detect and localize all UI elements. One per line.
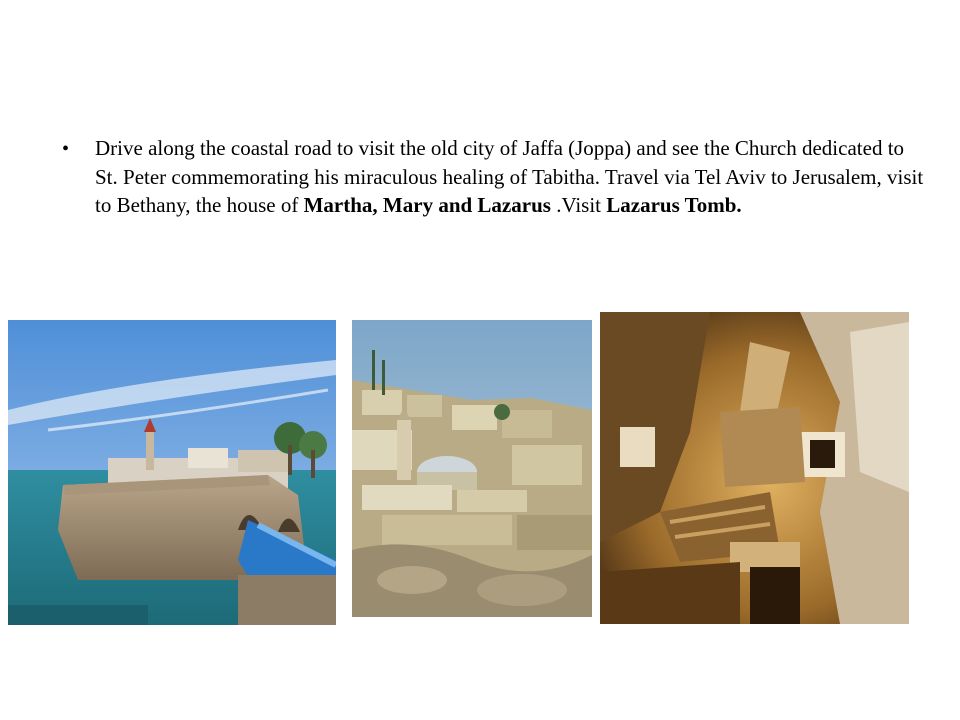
bullet-text-part1: Drive along the coastal road to visit the old city of Jaffa (Joppa) and see the Church dedicated to St. Peter commemorating his miraculous healing of Tabitha. Travel via Tel Aviv to Jerusalem, visit to Bethany, the house of [95, 136, 924, 217]
bethany-village-photo [352, 320, 592, 617]
bullet-text [95, 134, 925, 220]
bullet-text-part2: .Visit [550, 193, 607, 217]
bullet-dot-icon: • [62, 138, 70, 160]
bullet-text-bold-tomb: Lazarus Tomb. [606, 193, 742, 217]
lazarus-tomb-photo [600, 312, 909, 624]
jaffa-coastal-wall-photo [8, 320, 336, 625]
bullet-text-bold-names: Martha, Mary and Lazarus [303, 193, 551, 217]
